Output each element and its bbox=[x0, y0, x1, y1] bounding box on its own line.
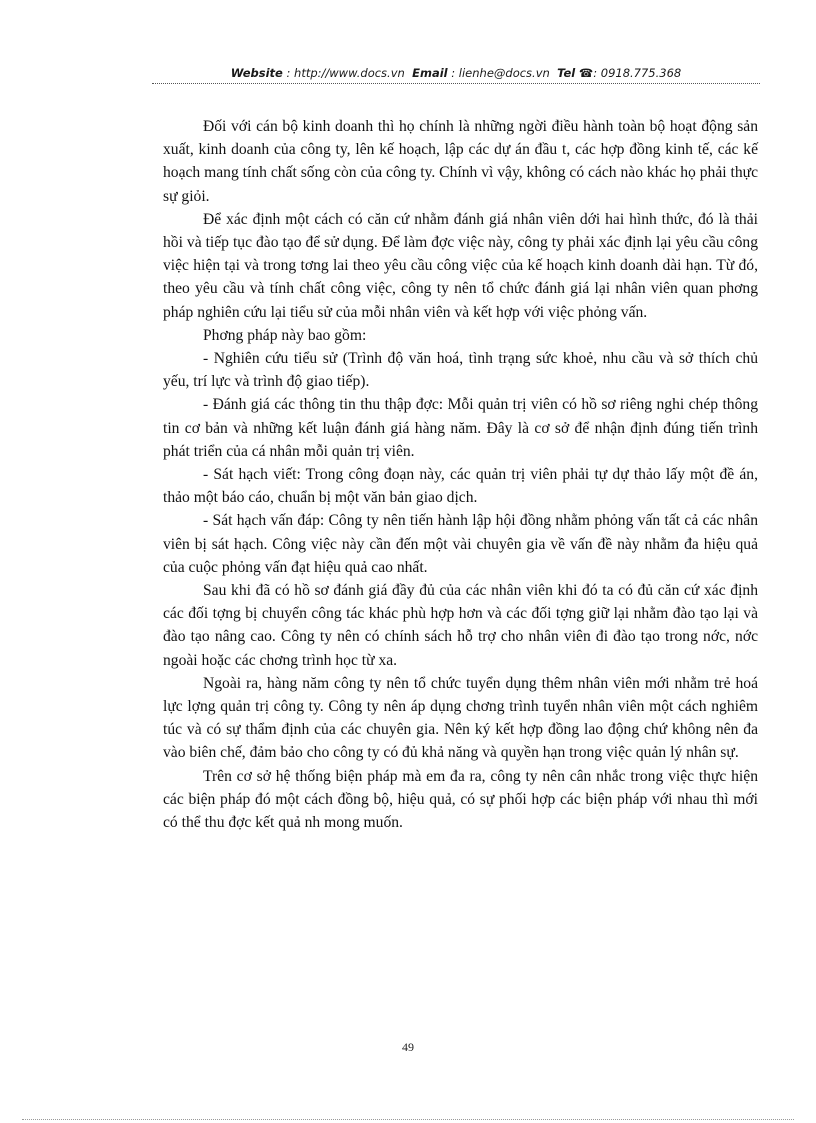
website-label: Website bbox=[230, 66, 283, 80]
tel-label: Tel bbox=[557, 66, 576, 80]
paragraph: - Sát hạch vấn đáp: Công ty nên tiến hành lập hội đồng nhằm phỏng vấn tất cả các nhân viên bị sát hạch. Công việc này cần đến một vài chuyên gia về vấn đề này nhằm đa hiệu quả của cuộc phỏng vấn đạt hiệu quả cao nhất. bbox=[163, 512, 758, 576]
paragraph: Sau khi đã có hồ sơ đánh giá đầy đủ của các nhân viên khi đó ta có đủ căn cứ xác định các đối tợng bị chuyển công tác khác phù hợp hơn và các đối tợng giữ lại nhằm đào tạo lại và đào tạo nâng cao. Công ty nên có chính sách hỗ trợ cho nhân viên đi đào tạo trong nớc, nớc ngoài hoặc các chơng trình học từ xa. bbox=[163, 582, 758, 669]
paragraph: Trên cơ sở hệ thống biện pháp mà em đa ra, công ty nên cân nhắc trong việc thực hiện các biện pháp đó một cách đồng bộ, hiệu quả, có sự phối hợp các biện pháp với nhau thì mới có thể thu đợc kết quả nh mong muốn. bbox=[163, 767, 758, 832]
document-body bbox=[163, 115, 758, 834]
website-value: : http://www.docs.vn bbox=[286, 66, 405, 80]
email-label: Email bbox=[412, 66, 448, 80]
paragraph: Để xác định một cách có căn cứ nhằm đánh giá nhân viên dới hai hình thức, đó là thải hồi và tiếp tục đào tạo để sử dụng. Để làm đợc việc này, công ty phải xác định lại yêu cầu công việc hiện tại và trong tơng lai theo yêu cầu công việc của kế hoạch kinh doanh dài hạn. Từ đó, theo yêu cầu và tính chất công việc, công ty nên tổ chức đánh giá lại nhân viên quan phơng pháp nghiên cứu lại tiểu sử của mỗi nhân viên và kết hợp với việc phỏng vấn. bbox=[163, 210, 758, 321]
paragraph: - Nghiên cứu tiểu sử (Trình độ văn hoá, tình trạng sức khoẻ, nhu cầu và sở thích chủ yếu, trí lực và trình độ giao tiếp). bbox=[163, 350, 758, 391]
footer-divider bbox=[22, 1119, 794, 1120]
telephone-icon: ☎ bbox=[578, 66, 594, 80]
paragraph: Đối với cán bộ kinh doanh thì họ chính là những ngời điều hành toàn bộ hoạt động sản xuất, kinh doanh của công ty, lên kế hoạch, lập các dự án đầu t, các hợp đồng kinh tế, các kế hoạch mang tính chất sống còn của công ty. Chính vì vậy, không có cách nào khác họ phải thực sự giỏi. bbox=[163, 118, 758, 205]
header-divider bbox=[152, 83, 760, 84]
page-header bbox=[152, 66, 760, 80]
page-number: 49 bbox=[402, 1040, 414, 1054]
paragraph: Phơng pháp này bao gồm: bbox=[203, 326, 367, 344]
email-value: : lienhe@docs.vn bbox=[451, 66, 550, 80]
paragraph: Ngoài ra, hàng năm công ty nên tổ chức tuyển dụng thêm nhân viên mới nhằm trẻ hoá lực lợng quản trị công ty. Công ty nên áp dụng chơng trình tuyển nhân viên một cách nghiêm túc và có sự thẩm định của các chuyên gia. Nên ký kết hợp đồng lao động chứ không nên đa vào biên chế, đảm bảo cho công ty có đủ khả năng và quyền hạn trong việc quản lý nhân sự. bbox=[163, 674, 758, 762]
tel-value: : 0918.775.368 bbox=[593, 66, 682, 80]
paragraph: - Đánh giá các thông tin thu thập đợc: Mỗi quản trị viên có hồ sơ riêng nghi chép thông tin cơ bản và những kết luận đánh giá hàng năm. Đây là cơ sở để nhận định đúng tiến trình phát triển của cá nhân mỗi quản trị viên. bbox=[163, 396, 758, 460]
paragraph: - Sát hạch viết: Trong công đoạn này, các quản trị viên phải tự dự thảo lấy một đề án, thảo một báo cáo, chuẩn bị một văn bản giao dịch. bbox=[163, 466, 758, 507]
